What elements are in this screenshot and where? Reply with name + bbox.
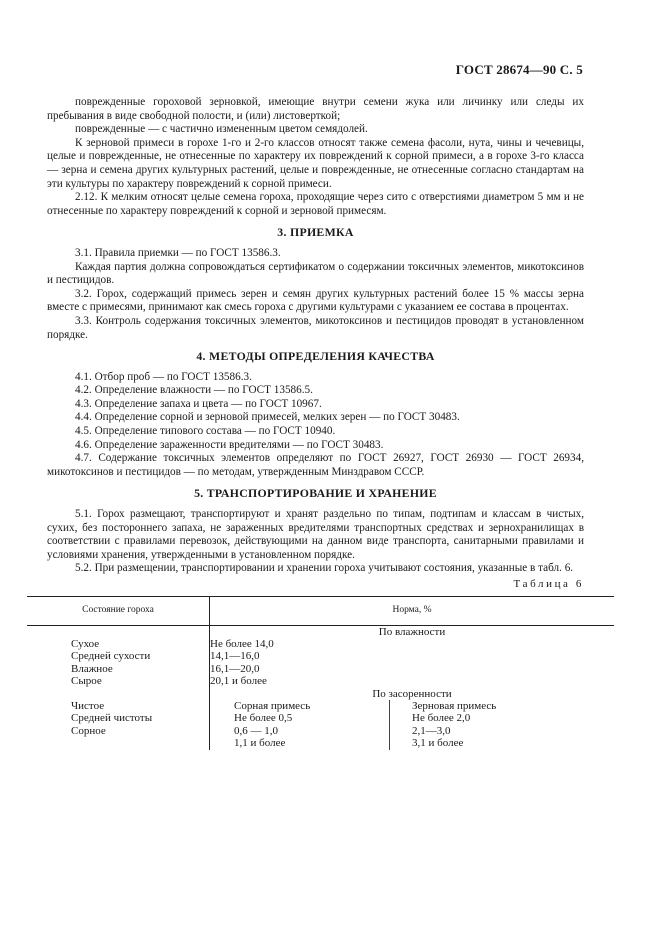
norm-value: 16,1—20,0: [210, 662, 260, 675]
norm-value: 1,1 и более: [234, 737, 286, 750]
column-header: Норма, %: [210, 596, 615, 625]
table-cell: [210, 700, 615, 750]
section-title: 4. МЕТОДЫ ОПРЕДЕЛЕНИЯ КАЧЕСТВА: [196, 349, 435, 364]
subcolumn-header: Зерновая примесь: [412, 700, 497, 713]
subheader: По засоренности: [372, 687, 452, 700]
state-label: Сорное: [71, 724, 106, 737]
norm-value: 2,1—3,0: [412, 724, 451, 737]
document-body: [47, 96, 584, 750]
paragraph: 5.2. При размещении, транспортировании и хранении гороха учитывают состояния, указанные в табл. 6.: [75, 562, 574, 575]
table-cell: [27, 700, 210, 750]
paragraph: 4.5. Определение типового состава — по ГОСТ 10940.: [75, 425, 336, 438]
paragraph: 3.1. Правила приемки — по ГОСТ 13586.3.: [75, 246, 281, 259]
page-header: ГОСТ 28674—90 С. 5: [455, 62, 583, 77]
section-title: 5. ТРАНСПОРТИРОВАНИЕ И ХРАНЕНИЕ: [194, 486, 437, 501]
paragraph: поврежденные — с частично измененным цветом семядолей.: [75, 123, 368, 136]
norm-value: 20,1 и более: [210, 675, 267, 688]
paragraph: К зерновой примеси в горохе 1-го и 2-го классов относят также семена фасоли, нута, чины и чечевицы, целые и поврежденные, не отнесенные по характеру их повреждений к сорной примеси, а в горохе 3-го класса — зерна и семена других культурных растений, целые и поврежденные, не отнесенные согласно стандартам на эти культуры по характеру повреждений к сорной примеси.: [47, 136, 584, 190]
paragraph: Каждая партия должна сопровождаться сертификатом о содержании токсичных элементов, микотоксинов и пестицидов.: [47, 260, 584, 287]
state-label: Влажное: [71, 662, 113, 675]
paragraph: 4.4. Определение сорной и зерновой примесей, мелких зерен — по ГОСТ 30483.: [75, 411, 460, 424]
subheader: По влажности: [378, 625, 446, 638]
state-label: Средней сухости: [71, 650, 151, 663]
paragraph: поврежденные гороховой зерновкой, имеющие внутри семени жука или личинку или следы их пребывания в виде свободной полости, и (или) листоверткой;: [47, 96, 584, 122]
norm-value: Не более 2,0: [412, 712, 471, 725]
norms-table: [27, 596, 614, 750]
state-label: Средней чистоты: [71, 712, 153, 725]
section-title: 3. ПРИЕМКА: [277, 225, 354, 240]
paragraph: 3.3. Контроль содержания токсичных элементов, микотоксинов и пестицидов проводят в установленном порядке.: [47, 314, 584, 341]
paragraph: 4.3. Определение запаха и цвета — по ГОСТ 10967.: [75, 397, 322, 410]
paragraph: 5.1. Горох размещают, транспортируют и хранят раздельно по типам, подтипам и классам в чистых, сухих, без постороннего запаха, не зараженных вредителями транспортных средствах и зернохранилищах в соответствии с правилами перевозок, действующими на данном виде транспорта, санитарными правилами и условиями хранения, утвержденными в установленном порядке.: [47, 508, 584, 561]
paragraph: 4.1. Отбор проб — по ГОСТ 13586.3.: [75, 370, 252, 383]
table-caption: Таблица 6: [513, 578, 584, 590]
subcolumn-header: Сорная примесь: [234, 700, 311, 713]
column-header: Состояние гороха: [27, 596, 210, 625]
state-label: Сырое: [71, 675, 102, 688]
table-cell: [210, 638, 615, 688]
paragraph: 4.2. Определение влажности — по ГОСТ 13586.5.: [75, 384, 313, 397]
norm-value: 3,1 и более: [412, 737, 464, 750]
norm-value: Не более 0,5: [234, 712, 293, 725]
state-label: Чистое: [71, 700, 105, 713]
paragraph: 3.2. Горох, содержащий примесь зерен и семян других культурных растений более 15 % массы зерна вместе с примесями, принимают как смесь гороха с другими культурами с указанием ее состава в процентах.: [47, 287, 584, 314]
norm-value: 0,6 — 1,0: [234, 724, 278, 737]
table-cell: [27, 638, 210, 688]
norm-value: 14,1—16,0: [210, 650, 260, 663]
paragraph: 4.6. Определение зараженности вредителями — по ГОСТ 30483.: [75, 438, 384, 451]
state-label: Сухое: [71, 638, 100, 650]
norm-value: Не более 14,0: [210, 638, 274, 650]
paragraph: 4.7. Содержание токсичных элементов определяют по ГОСТ 26927, ГОСТ 26930 — ГОСТ 26934, микотоксинов и пестицидов — по методам, утвержденным Минздравом СССР.: [47, 452, 584, 478]
paragraph: 2.12. К мелким относят целые семена гороха, проходящие через сито с отверстиями диаметром 5 мм и не отнесенные по характеру повреждений к сорной и зерновой примесям.: [47, 191, 584, 217]
